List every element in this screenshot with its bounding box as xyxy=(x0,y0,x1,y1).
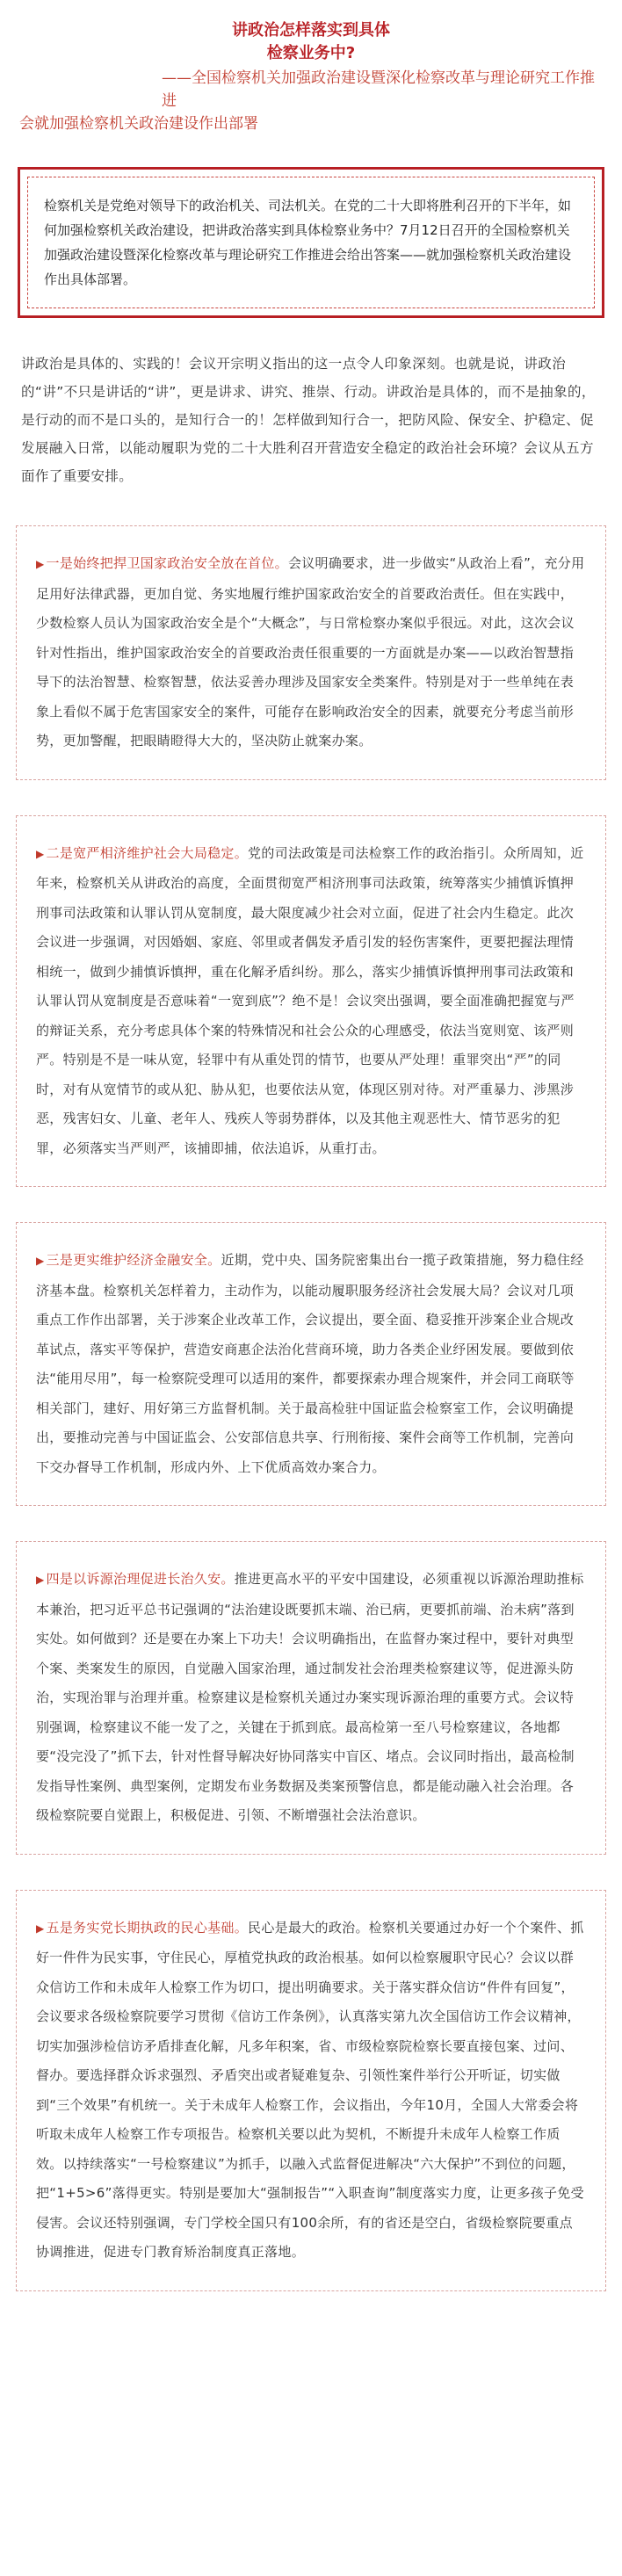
section-heading: 一是始终把捍卫国家政治安全放在首位。 xyxy=(46,555,288,571)
title-line-1: 讲政治怎样落实到具体 xyxy=(232,21,390,40)
subtitle-line-2: 会就加强检察机关政治建设作出部署 xyxy=(19,115,258,133)
section-body: 民心是最大的政治。检察机关要通过办好一个个案件、抓好一件件为民实事，守住民心，厚植党执政的政治根基。如何以检察履职守民心？会议以群众信访工作和未成年人检察工作为切口，提出明确要求。关于落实群众信访“件件有回复”，会议要求各级检察院要学习贯彻《信访工作条例》，认真落实第九次全国信访工作会议精神，切实加强涉检信访矛盾排查化解，凡多年积案，省、市级检察院检察长要直接包案、过问、督办。要选择群众诉求强烈、矛盾突出或者疑难复杂、引领性案件举行公开听证，切实做到“三个效果”有机统一。关于未成年人检察工作，会议指出，今年10月，全国人大常委会将听取未成年人检察工作专项报告。检察机关要以此为契机，不断提升未成年人检察工作质效。以持续落实“一号检察建议”为抓手，以融入式监督促进解决“六大保护”不到位的问题，把“1+5>6”落得更实。特别是要加大“强制报告”“入职查询”制度落实力度，让更多孩子免受侵害。会议还特别强调，专门学校全国只有100余所，有的省还是空白，省级检察院要重点协调推进，促进专门教育矫治制度真正落地。 xyxy=(36,1919,584,2260)
section-1 xyxy=(16,525,606,780)
section-body: 近期，党中央、国务院密集出台一揽子政策措施，努力稳住经济基本盘。检察机关怎样着力，主动作为，以能动履职服务经济社会发展大局？会议对几项重点工作作出部署，关于涉案企业改革工作，会议提出，要全面、稳妥推开涉案企业合规改革试点，落实平等保护，营造安商惠企法治化营商环境，助力各类企业纾困发展。要做到依法“能用尽用”，每一检察院受理可以适用的案件，都要探索办理合规案件，并会同工商联等相关部门，建好、用好第三方监督机制。关于最高检驻中国证监会检察室工作，会议明确提出，要推动完善与中国证监会、公安部信息共享、行刑衔接、案件会商等工作机制，完善向下交办督导工作机制，形成内外、上下优质高效办案合力。 xyxy=(36,1252,584,1475)
article-title xyxy=(0,19,622,65)
lead-paragraph: 讲政治是具体的、实践的！会议开宗明义指出的这一点令人印象深刻。也就是说，讲政治的“讲”不只是讲话的“讲”，更是讲求、讲究、推崇、行动。讲政治是具体的，而不是抽象的，是行动的而不是口头的，是知行合一的！怎样做到知行合一，把防风险、保安全、护稳定、促发展融入日常，以能动履职为党的二十大胜利召开营造安全稳定的政治社会环境？会议从五方面作了重要安排。 xyxy=(21,356,596,484)
section-heading: 二是宽严相济维护社会大局稳定。 xyxy=(46,844,249,861)
triangle-marker-icon: ▶ xyxy=(36,847,45,860)
article-header xyxy=(0,0,622,135)
section-body: 会议明确要求，进一步做实“从政治上看”，充分用足用好法律武器，更加自觉、务实地履行维护国家政治安全的首要政治责任。但在实践中，少数检察人员认为国家政治安全是个“大概念”，与日常检察办案似乎很远。对此，这次会议针对性指出，维护国家政治安全的首要政治责任很重要的一方面就是办案——以政治智慧指导下的法治智慧、检察智慧，依法妥善办理涉及国家安全类案件。特别是对于一些单纯在表象上看似不属于危害国家安全的案件，可能存在影响政治安全的因素，就要充分考虑当前形势，更加警醒，把眼睛瞪得大大的，坚决防止就案办案。 xyxy=(36,555,585,749)
section-heading: 四是以诉源治理促进长治久安。 xyxy=(46,1571,235,1587)
title-line-2: 检察业务中? xyxy=(266,44,356,62)
intro-box xyxy=(18,167,604,318)
section-2 xyxy=(16,815,606,1188)
intro-text: 检察机关是党绝对领导下的政治机关、司法机关。在党的二十大即将胜利召开的下半年，如何加强检察机关政治建设，把讲政治落实到具体检察业务中？7月12日召开的全国检察机关加强政治建设暨深化检察改革与理论研究工作推进会给出答案——就加强检察机关政治建设作出具体部署。 xyxy=(27,177,595,308)
section-heading: 三是更实维护经济金融安全。 xyxy=(46,1252,221,1268)
section-body: 推进更高水平的平安中国建设，必须重视以诉源治理助推标本兼治，把习近平总书记强调的“法治建设既要抓末端、治已病，更要抓前端、治未病”落到实处。如何做到？还是要在办案上下功夫！会议明确指出，在监督办案过程中，要针对典型个案、类案发生的原因，自觉融入国家治理，通过制发社会治理类检察建议等，促进源头防治，实现治罪与治理并重。检察建议是检察机关通过办案实现诉源治理的重要方式。会议特别强调，检察建议不能一发了之，关键在于抓到底。最高检第一至八号检察建议，各地都要“没完没了”抓下去，针对性督导解决好协同落实中盲区、堵点。会议同时指出，最高检制发指导性案例、典型案例，定期发布业务数据及类案预警信息，都是能动融入社会治理。各级检察院要自觉跟上，积极促进、引领、不断增强社会法治意识。 xyxy=(36,1571,584,1823)
section-heading: 五是务实党长期执政的民心基础。 xyxy=(46,1919,249,1936)
section-4 xyxy=(16,1541,606,1855)
section-5 xyxy=(16,1890,606,2291)
triangle-marker-icon: ▶ xyxy=(36,558,45,570)
section-3 xyxy=(16,1222,606,1506)
article-subtitle xyxy=(0,65,622,135)
triangle-marker-icon: ▶ xyxy=(36,1921,45,1935)
triangle-marker-icon: ▶ xyxy=(36,1255,45,1267)
triangle-marker-icon: ▶ xyxy=(36,1574,45,1586)
subtitle-line-1: ——全国检察机关加强政治建设暨深化检察改革与理论研究工作推进 xyxy=(162,69,595,110)
section-body: 党的司法政策是司法检察工作的政治指引。众所周知，近年来，检察机关从讲政治的高度，全面贯彻宽严相济刑事司法政策，统筹落实少捕慎诉慎押刑事司法政策和认罪认罚从宽制度，最大限度减少社会对立面，促进了社会内生稳定。此次会议进一步强调，对因婚姻、家庭、邻里或者偶发矛盾引发的轻伤害案件，更要把握法理情相统一，做到少捕慎诉慎押，重在化解矛盾纠纷。那么，落实少捕慎诉慎押刑事司法政策和认罪认罚从宽制度是否意味着“一宽到底”？绝不是！会议突出强调，要全面准确把握宽与严的辩证关系，充分考虑具体个案的特殊情况和社会公众的心理感受，依法当宽则宽、该严则严。特别是不是一味从宽，轻罪中有从重处罚的情节，也要从严处理！重罪突出“严”的同时，对有从宽情节的或从犯、胁从犯，也要依法从宽，体现区别对待。对严重暴力、涉黑涉恶，残害妇女、儿童、老年人、残疾人等弱势群体，以及其他主观恶性大、情节恶劣的犯罪，必须落实当严则严，该捕即捕，依法追诉，从重打击。 xyxy=(36,844,584,1156)
